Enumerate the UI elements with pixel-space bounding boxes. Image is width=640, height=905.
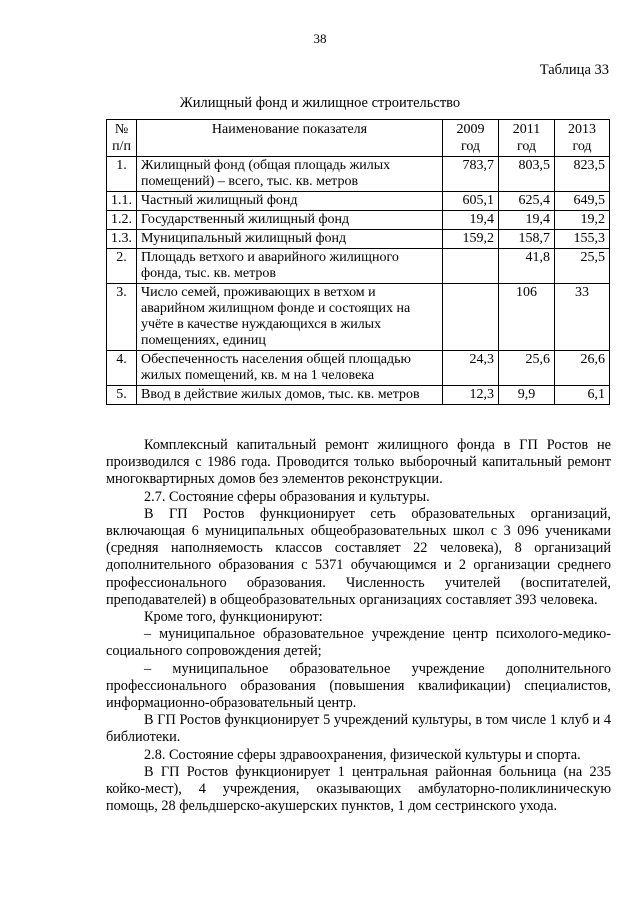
cell-2011: 106 bbox=[499, 284, 555, 351]
paragraph: Комплексный капитальный ремонт жилищного фонда в ГП Ростов не производился с 1986 года. Проводится только выборочный капитальный ремонт многоквартирных домов без элементов реконструкции. bbox=[106, 437, 611, 488]
cell-2009: 159,2 bbox=[443, 230, 499, 249]
table-row bbox=[107, 157, 610, 192]
cell-2013: 823,5 bbox=[555, 157, 610, 192]
cell-2011: 158,7 bbox=[499, 230, 555, 249]
header-num: № п/п bbox=[107, 120, 137, 157]
paragraph: Кроме того, функционируют: bbox=[144, 609, 323, 626]
cell-2009: 19,4 bbox=[443, 211, 499, 230]
table-row bbox=[107, 249, 610, 284]
page-number: 38 bbox=[313, 31, 327, 46]
header-name: Наименование показателя bbox=[137, 120, 443, 157]
section-heading: 2.7. Состояние сферы образования и культуры. bbox=[144, 488, 430, 505]
cell-2013: 6,1 bbox=[555, 386, 610, 405]
row-num: 5. bbox=[107, 386, 137, 405]
table-row bbox=[107, 211, 610, 230]
cell-2011: 625,4 bbox=[499, 192, 555, 211]
row-name: Обеспеченность населения общей площадью жилых помещений, кв. м на 1 человека bbox=[137, 351, 443, 386]
cell-2013: 25,5 bbox=[555, 249, 610, 284]
cell-2009: 12,3 bbox=[443, 386, 499, 405]
list-item: – муниципальное образовательное учреждение центр психолого-медико-социального сопровождения детей; bbox=[106, 626, 611, 660]
table-header-row bbox=[107, 120, 610, 157]
table-title: Жилищный фонд и жилищное строительство bbox=[179, 95, 461, 111]
cell-2013: 649,5 bbox=[555, 192, 610, 211]
table-row bbox=[107, 386, 610, 405]
cell-2009: 605,1 bbox=[443, 192, 499, 211]
list-item: – муниципальное образовательное учреждение дополнительного профессионального образования (повышения квалификации) специалистов, информационно-образовательный центр. bbox=[106, 660, 611, 712]
paragraph: В ГП Ростов функционирует 1 центральная районная больница (на 235 койко-мест), 4 учреждения, оказывающих амбулаторно-поликлиническую помощь, 28 фельдшерско-акушерских пунктов, 1 дом сестринского ухода. bbox=[106, 763, 611, 815]
cell-2011: 41,8 bbox=[499, 249, 555, 284]
row-num: 1.2. bbox=[107, 211, 137, 230]
header-2009: 2009 год bbox=[443, 120, 499, 157]
cell-2009: 783,7 bbox=[443, 157, 499, 192]
cell-2011: 19,4 bbox=[499, 211, 555, 230]
table-row bbox=[107, 230, 610, 249]
body-text bbox=[106, 437, 611, 815]
row-name: Государственный жилищный фонд bbox=[137, 211, 443, 230]
header-2011: 2011 год bbox=[499, 120, 555, 157]
row-num: 3. bbox=[107, 284, 137, 351]
cell-2011: 803,5 bbox=[499, 157, 555, 192]
cell-2013: 19,2 bbox=[555, 211, 610, 230]
row-num: 1. bbox=[107, 157, 137, 192]
row-num: 1.1. bbox=[107, 192, 137, 211]
table-label: Таблица 33 bbox=[539, 62, 609, 78]
row-name: Число семей, проживающих в ветхом и аварийном жилищном фонде и состоящих на учёте в качестве нуждающихся в жилых помещениях, единиц bbox=[137, 284, 443, 351]
header-2013: 2013 год bbox=[555, 120, 610, 157]
cell-2011: 9,9 bbox=[499, 386, 555, 405]
row-num: 4. bbox=[107, 351, 137, 386]
table-row bbox=[107, 192, 610, 211]
paragraph: В ГП Ростов функционирует 5 учреждений культуры, в том числе 1 клуб и 4 библиотеки. bbox=[106, 712, 611, 746]
row-name: Площадь ветхого и аварийного жилищного фонда, тыс. кв. метров bbox=[137, 249, 443, 284]
row-name: Ввод в действие жилых домов, тыс. кв. метров bbox=[137, 386, 443, 405]
cell-2013: 155,3 bbox=[555, 230, 610, 249]
row-name: Жилищный фонд (общая площадь жилых помещений) – всего, тыс. кв. метров bbox=[137, 157, 443, 192]
cell-2013: 26,6 bbox=[555, 351, 610, 386]
row-num: 1.3. bbox=[107, 230, 137, 249]
section-heading: 2.8. Состояние сферы здравоохранения, физической культуры и спорта. bbox=[144, 746, 581, 763]
row-name: Муниципальный жилищный фонд bbox=[137, 230, 443, 249]
cell-2009: 24,3 bbox=[443, 351, 499, 386]
row-name: Частный жилищный фонд bbox=[137, 192, 443, 211]
table-row bbox=[107, 284, 610, 351]
table-row bbox=[107, 351, 610, 386]
housing-table bbox=[106, 119, 610, 405]
paragraph: В ГП Ростов функционирует сеть образовательных организаций, включающая 6 муниципальных общеобразовательных школ с 3 096 учениками (средняя наполняемость классов составляет 22 человека), 8 организаций дополнительного образования с 5371 обучающимся и 2 организации среднего профессионального образования. Численность учителей (воспитателей, преподавателей) в общеобразовательных организациях составляет 393 человека. bbox=[106, 505, 611, 608]
cell-2011: 25,6 bbox=[499, 351, 555, 386]
cell-2009 bbox=[443, 284, 499, 351]
cell-2013: 33 bbox=[555, 284, 610, 351]
row-num: 2. bbox=[107, 249, 137, 284]
cell-2009 bbox=[443, 249, 499, 284]
